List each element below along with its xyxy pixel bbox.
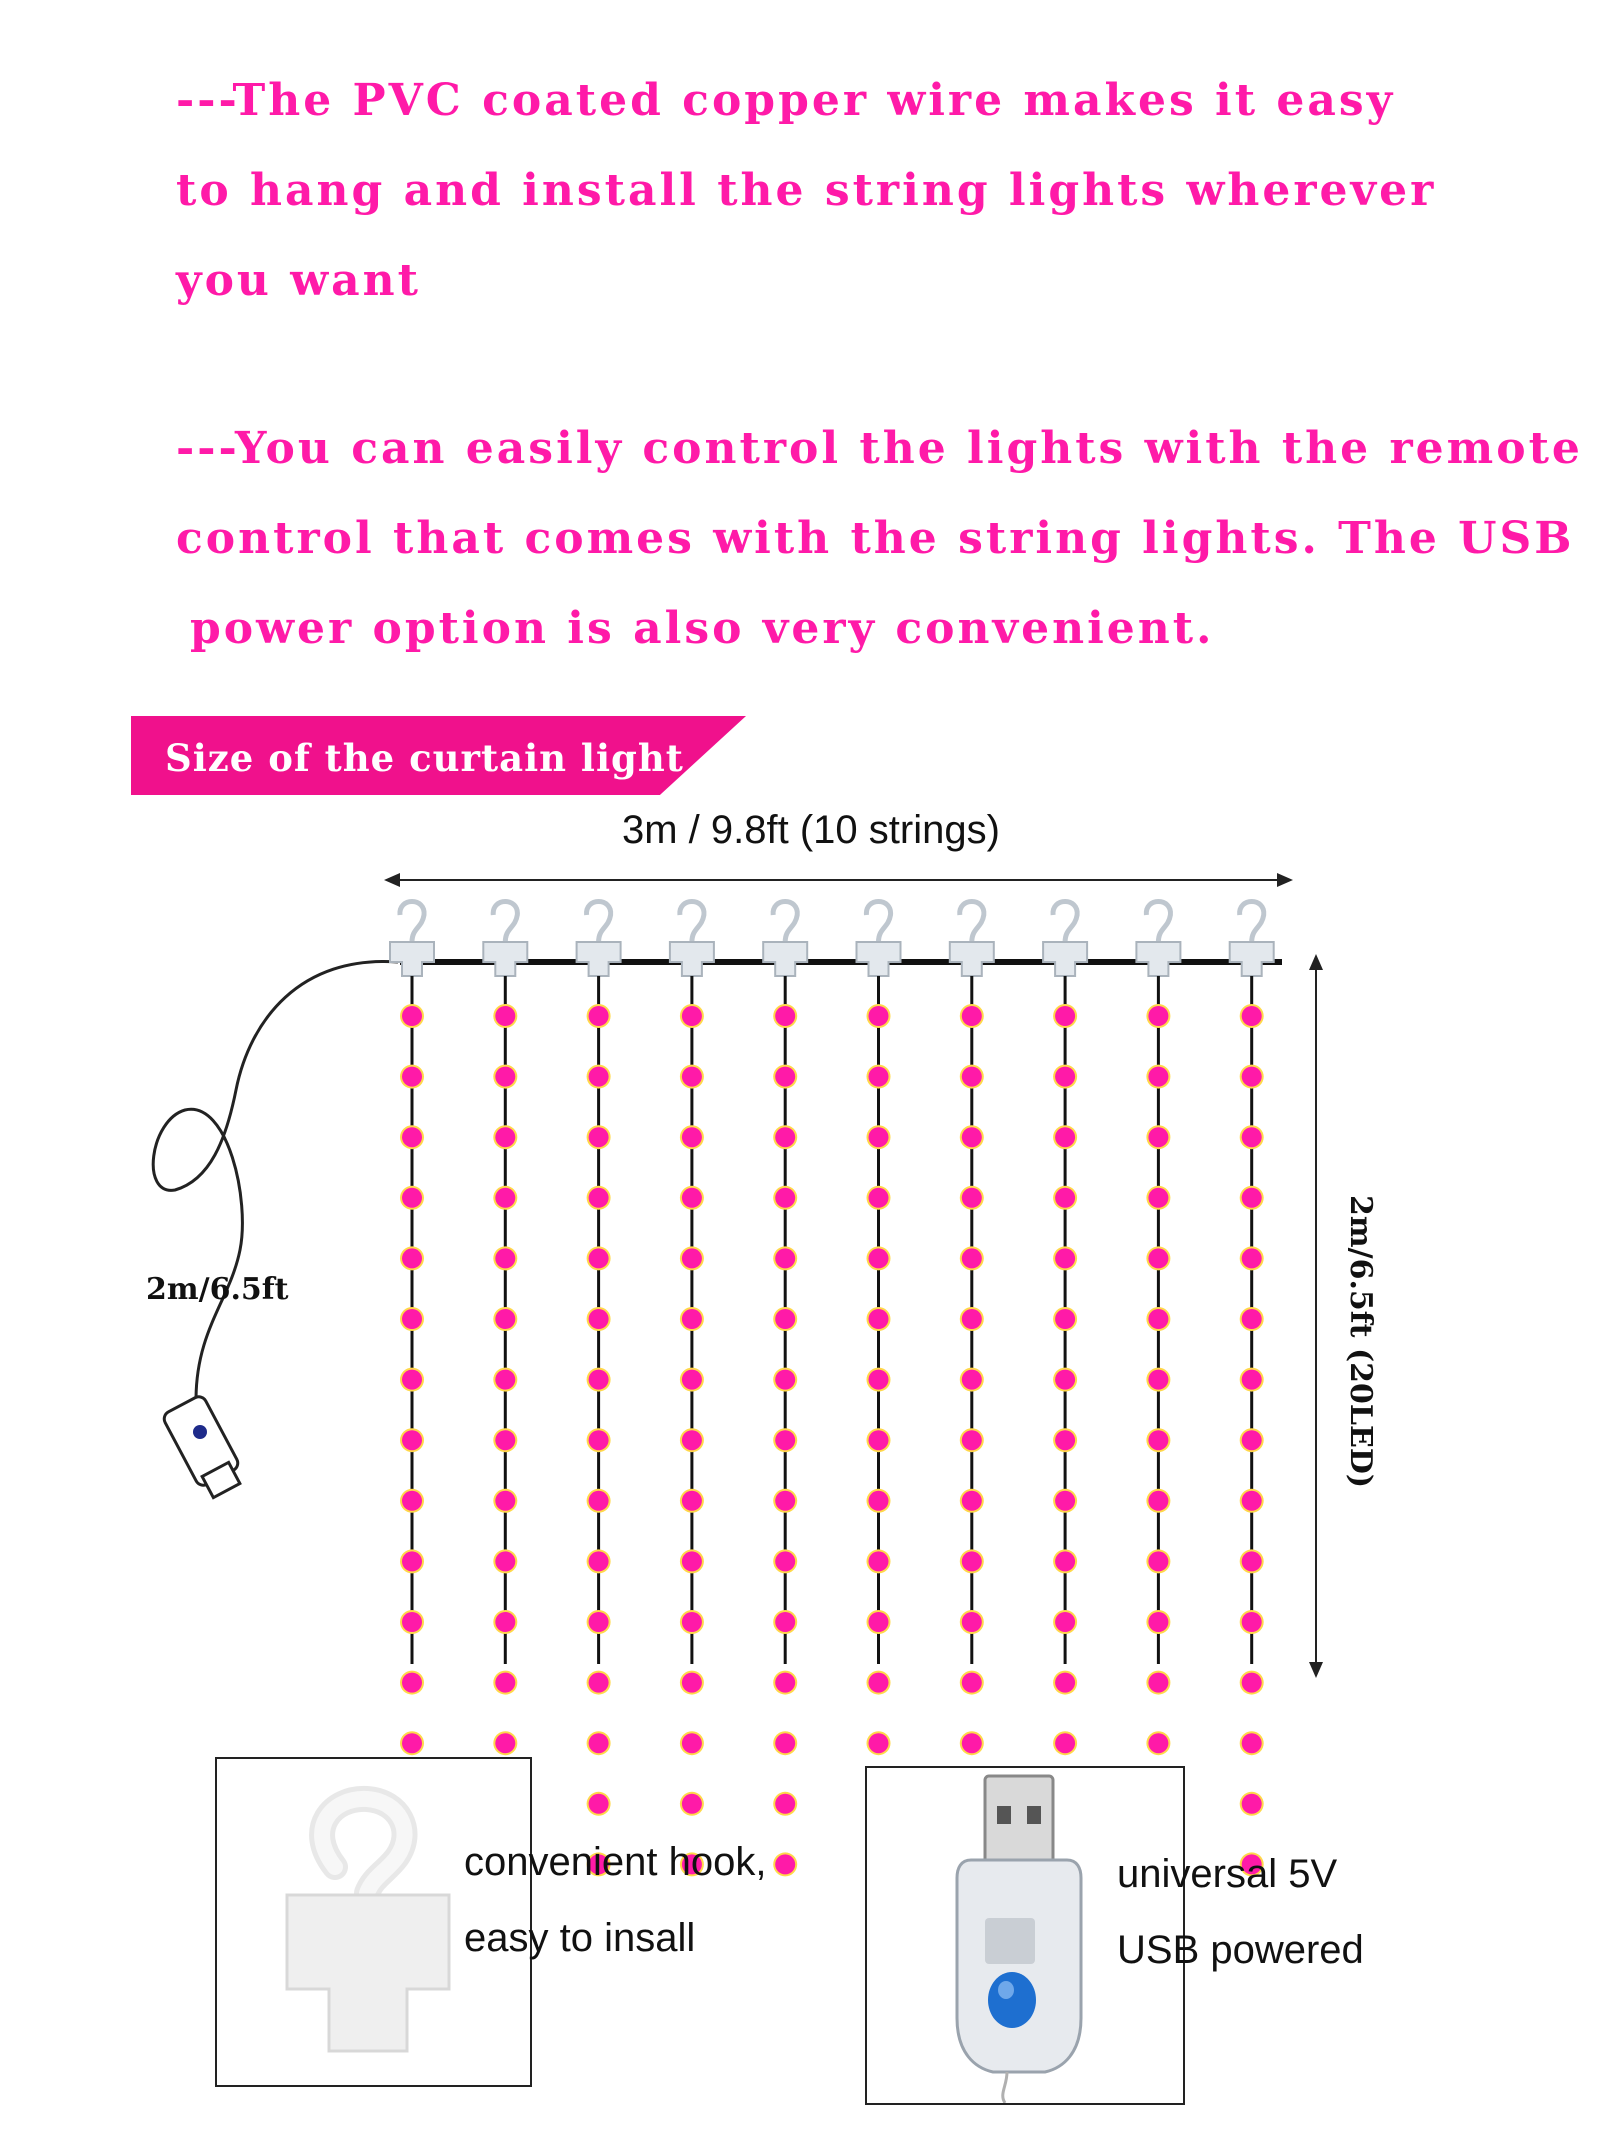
led-bulb (1242, 1794, 1262, 1814)
led-bulb (1148, 1551, 1168, 1571)
led-bulb (495, 1006, 515, 1026)
led-bulb (682, 1551, 702, 1571)
string-hook-clip (577, 942, 621, 976)
string-hook-icon (866, 902, 890, 943)
led-bulb (402, 1006, 422, 1026)
string-hook-icon (1053, 902, 1077, 943)
led-bulb (1242, 1127, 1262, 1147)
intro-line: to hang and install the string lights wherever (176, 165, 1437, 216)
led-bulb (1242, 1491, 1262, 1511)
led-bulb (869, 1370, 889, 1390)
led-bulb (589, 1673, 609, 1693)
led-bulb (682, 1733, 702, 1753)
led-bulb (589, 1006, 609, 1026)
led-bulb (775, 1006, 795, 1026)
string-hook-clip (483, 942, 527, 976)
led-bulb (682, 1309, 702, 1329)
string-hook-icon (586, 902, 610, 943)
led-bulb (402, 1612, 422, 1632)
string-hook-icon (493, 902, 517, 943)
led-bulb (869, 1127, 889, 1147)
led-bulb (962, 1733, 982, 1753)
led-bulb (1055, 1551, 1075, 1571)
led-bulb (962, 1430, 982, 1450)
led-bulb (962, 1612, 982, 1632)
led-bulb (495, 1673, 515, 1693)
string-hook-clip (390, 942, 434, 976)
led-bulb (682, 1491, 702, 1511)
led-bulb (1242, 1673, 1262, 1693)
led-bulb (1148, 1188, 1168, 1208)
led-bulb (1148, 1067, 1168, 1087)
led-bulb (682, 1612, 702, 1632)
led-bulb (1242, 1430, 1262, 1450)
led-bulb (495, 1248, 515, 1268)
string-hook-icon (1146, 902, 1170, 943)
led-bulb (1242, 1248, 1262, 1268)
led-bulb (1148, 1309, 1168, 1329)
led-bulb (402, 1733, 422, 1753)
width-dimension-label: 3m / 9.8ft (10 strings) (622, 808, 1000, 852)
led-bulb (1055, 1188, 1075, 1208)
hook-caption (464, 1824, 766, 1976)
led-bulb (1148, 1127, 1168, 1147)
led-bulb (589, 1733, 609, 1753)
led-bulb (495, 1612, 515, 1632)
led-bulb (775, 1854, 795, 1874)
led-bulb (962, 1006, 982, 1026)
power-cord (153, 961, 398, 1400)
led-bulb (869, 1430, 889, 1450)
led-bulb (775, 1551, 795, 1571)
led-bulb (495, 1309, 515, 1329)
led-bulb (682, 1673, 702, 1693)
led-bulb (682, 1794, 702, 1814)
string-hook-clip (1043, 942, 1087, 976)
led-bulb (495, 1067, 515, 1087)
led-bulb (869, 1188, 889, 1208)
led-bulb (775, 1309, 795, 1329)
led-bulb (1055, 1248, 1075, 1268)
led-bulb (589, 1370, 609, 1390)
section-banner-title: Size of the curtain light (165, 736, 684, 780)
led-bulb (495, 1430, 515, 1450)
led-bulb (869, 1067, 889, 1087)
string-hook-icon (680, 902, 704, 943)
led-bulb (1242, 1551, 1262, 1571)
led-bulb (775, 1370, 795, 1390)
led-bulb (869, 1248, 889, 1268)
led-bulb (1055, 1370, 1075, 1390)
intro-line: ---The PVC coated copper wire makes it easy (176, 75, 1396, 126)
led-bulb (1055, 1127, 1075, 1147)
usb-caption-line: universal 5V (1117, 1852, 1338, 1896)
string-hook-clip (670, 942, 714, 976)
led-bulb (1055, 1733, 1075, 1753)
led-bulb (869, 1551, 889, 1571)
led-bulb (589, 1248, 609, 1268)
led-bulb (1148, 1673, 1168, 1693)
led-bulb (1148, 1612, 1168, 1632)
led-bulb (402, 1067, 422, 1087)
led-bulb (495, 1127, 515, 1147)
led-bulb (962, 1248, 982, 1268)
string-hook-clip (857, 942, 901, 976)
intro-line: ---You can easily control the lights with the remote (176, 423, 1583, 474)
string-hook-clip (763, 942, 807, 976)
led-bulb (495, 1733, 515, 1753)
intro-line: you want (176, 255, 421, 306)
led-bulb (775, 1491, 795, 1511)
usb-plug-button (193, 1425, 207, 1439)
led-bulb (589, 1067, 609, 1087)
led-bulb (1055, 1309, 1075, 1329)
led-bulb (775, 1733, 795, 1753)
height-arrow-head-top (1309, 954, 1323, 970)
led-bulb (589, 1551, 609, 1571)
led-bulb (775, 1127, 795, 1147)
led-bulb (589, 1430, 609, 1450)
led-bulb (402, 1551, 422, 1571)
led-bulb (869, 1309, 889, 1329)
width-arrow-head-left (384, 873, 400, 887)
led-bulb (962, 1491, 982, 1511)
intro-line: power option is also very convenient. (190, 603, 1215, 654)
led-bulb (589, 1188, 609, 1208)
led-bulb (589, 1127, 609, 1147)
led-bulb (775, 1248, 795, 1268)
led-bulb (682, 1067, 702, 1087)
led-bulb (402, 1248, 422, 1268)
led-bulb (682, 1006, 702, 1026)
usb-caption-line: USB powered (1117, 1928, 1364, 1972)
led-bulb (402, 1370, 422, 1390)
led-bulb (1055, 1006, 1075, 1026)
hook-caption-line: easy to insall (464, 1916, 696, 1960)
cord-length-label: 2m/6.5ft (146, 1272, 289, 1307)
led-bulb (1242, 1612, 1262, 1632)
led-bulb (1242, 1370, 1262, 1390)
led-bulb (1055, 1430, 1075, 1450)
led-bulb (869, 1612, 889, 1632)
string-hook-icon (400, 902, 424, 943)
led-bulb (589, 1309, 609, 1329)
led-bulb (402, 1309, 422, 1329)
led-bulb (1055, 1673, 1075, 1693)
led-bulb (495, 1188, 515, 1208)
led-bulb (1148, 1491, 1168, 1511)
led-bulb (682, 1370, 702, 1390)
led-bulb (402, 1127, 422, 1147)
led-bulb (775, 1612, 795, 1632)
led-bulb (682, 1188, 702, 1208)
led-bulb (962, 1370, 982, 1390)
led-bulb (775, 1673, 795, 1693)
led-bulb (1242, 1733, 1262, 1753)
led-bulb (1148, 1733, 1168, 1753)
led-bulb (775, 1067, 795, 1087)
led-bulb (589, 1612, 609, 1632)
height-dimension-label: 2m/6.5ft (20LED) (1343, 1195, 1378, 1489)
string-hook-clip (1136, 942, 1180, 976)
led-bulb (1055, 1491, 1075, 1511)
width-arrow-head-right (1277, 873, 1293, 887)
string-hook-icon (1240, 902, 1264, 943)
led-bulb (775, 1430, 795, 1450)
led-bulb (1148, 1006, 1168, 1026)
led-bulb (402, 1188, 422, 1208)
led-bulb (962, 1309, 982, 1329)
led-bulb (682, 1127, 702, 1147)
led-bulb (962, 1188, 982, 1208)
string-hook-clip (1230, 942, 1274, 976)
led-bulb (1148, 1430, 1168, 1450)
led-bulb (962, 1067, 982, 1087)
string-hook-icon (773, 902, 797, 943)
led-bulb (1242, 1188, 1262, 1208)
led-bulb (869, 1673, 889, 1693)
led-bulb (1148, 1248, 1168, 1268)
led-bulb (495, 1370, 515, 1390)
led-bulb (402, 1430, 422, 1450)
led-bulb (869, 1733, 889, 1753)
led-bulb (682, 1248, 702, 1268)
led-bulb (1055, 1612, 1075, 1632)
led-bulb (402, 1491, 422, 1511)
usb-caption (1117, 1836, 1364, 1988)
intro-line: control that comes with the string lights. The USB (176, 513, 1575, 564)
led-bulb (775, 1794, 795, 1814)
led-bulb (402, 1673, 422, 1693)
led-bulb (1242, 1067, 1262, 1087)
string-hook-clip (950, 942, 994, 976)
height-arrow-head-bottom (1309, 1662, 1323, 1678)
led-bulb (682, 1430, 702, 1450)
led-bulb (869, 1491, 889, 1511)
led-bulb (775, 1188, 795, 1208)
led-bulb (869, 1006, 889, 1026)
led-bulb (962, 1673, 982, 1693)
led-bulb (495, 1551, 515, 1571)
led-bulb (1242, 1309, 1262, 1329)
led-bulb (589, 1491, 609, 1511)
led-bulb (1148, 1370, 1168, 1390)
led-bulb (495, 1491, 515, 1511)
led-bulb (589, 1794, 609, 1814)
hook-caption-line: convenient hook, (464, 1840, 767, 1884)
led-bulb (962, 1551, 982, 1571)
led-bulb (962, 1127, 982, 1147)
led-bulb (1055, 1067, 1075, 1087)
string-hook-icon (960, 902, 984, 943)
led-bulb (1242, 1006, 1262, 1026)
